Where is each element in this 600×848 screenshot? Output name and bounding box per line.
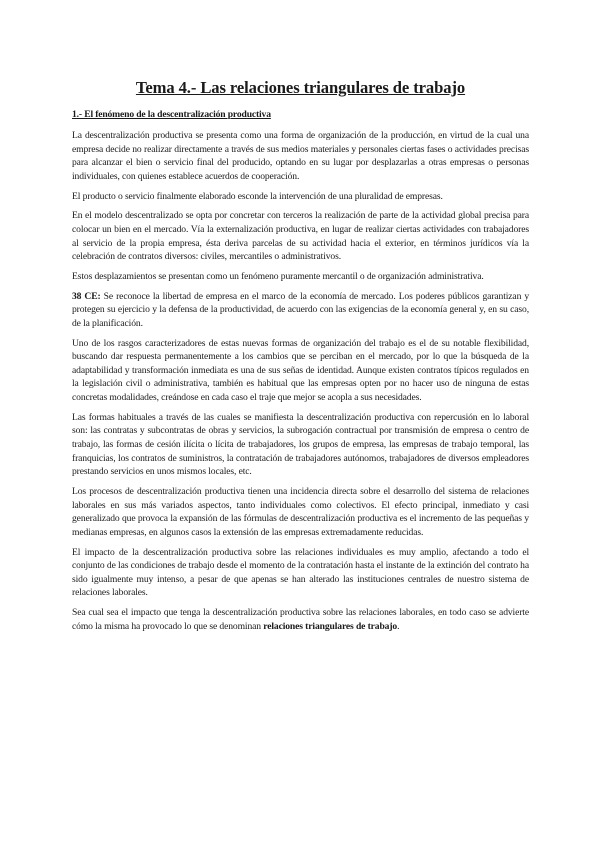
closing-paragraph — [72, 606, 529, 633]
section-heading: 1.- El fenómeno de la descentralización productiva — [72, 109, 271, 120]
key-term: relaciones triangulares de trabajo — [263, 620, 398, 632]
ce-article-text: Se reconoce la libertad de empresa en el marco de la economía de mercado. Los poderes públicos garantizan y protegen su ejercicio y la defensa de la productividad, de acuerdo con las exigencias de la economía general y, en su caso, de la planificación. — [72, 290, 529, 329]
ce-article-label: 38 CE: — [72, 290, 101, 302]
paragraph: Las formas habituales a través de las cuales se manifiesta la descentralización productiva con repercusión en lo laboral son: las contratas y subcontratas de obras y servicios, la subrogación contractual por transmisión de empresa o centro de trabajo, las formas de cesión ilícita o lícita de trabajadores, los grupos de empresa, las empresas de trabajo temporal, las franquicias, los contratos de suministros, la contratación de trabajadores autónomos, trabajadores de diversos empleadores prestando servicios en unos mismos locales, etc. — [72, 411, 529, 478]
closing-end: . — [397, 620, 400, 632]
paragraph: El impacto de la descentralización productiva sobre las relaciones individuales es muy amplio, afectando a todo el conjunto de las condiciones de trabajo desde el momento de la contratación hasta el instante de la extinción del contrato ha sido igualmente muy intenso, a pesar de que apenas se han alterado las instituciones centrales de nuestro sistema de relaciones laborales. — [72, 546, 529, 599]
paragraph: En el modelo descentralizado se opta por concretar con terceros la realización de parte de la actividad global precisa para colocar un bien en el mercado. Vía la externalización productiva, en lugar de realizar ciertas actividades con trabajadores al servicio de la propia empresa, ésta deriva parcelas de su actividad hacia el exterior, en términos jurídicos vía la celebración de contratos diversos: civiles, mercantiles o administrativos. — [72, 210, 529, 263]
paragraph: La descentralización productiva se presenta como una forma de organización de la producción, en virtud de la cual una empresa decide no realizar directamente a través de sus medios materiales y personales ciertas fases o actividades precisas para alcanzar el bien o servicio final del producido, optando en su lugar por desplazarlas a otras empresas o personas individuales, con quienes establece acuerdos de cooperación. — [72, 130, 529, 182]
closing-text: Sea cual sea el impacto que tenga la descentralización productiva sobre las relaciones laborales, en todo caso se advierte cómo la misma ha provocado lo que se denominan — [72, 607, 529, 632]
document-page — [72, 78, 529, 639]
paragraph: Estos desplazamientos se presentan como un fenómeno puramente mercantil o de organización administrativa. — [72, 270, 484, 282]
paragraph: Uno de los rasgos caracterizadores de estas nuevas formas de organización del trabajo es el de su notable flexibilidad, buscando dar respuesta permanentemente a los cambios que se perciban en el mercado, por lo que la búsqueda de la adaptabilidad y transformación inmediata es una de sus señas de identidad. Aunque existen contratos típicos regulados en la legislación civil o administrativa, también es habitual que las empresas opten por no hacer uso de ninguna de estas concretas modalidades, creándose en cada caso el traje que mejor se acopla a sus necesidades. — [72, 337, 529, 404]
constitution-paragraph — [72, 290, 529, 331]
paragraph: Los procesos de descentralización productiva tienen una incidencia directa sobre el desarrollo del sistema de relaciones laborales en sus más variados aspectos, tanto individuales como colectivos. El efecto principal, inmediato y casi generalizado que provoca la expansión de las fórmulas de descentralización productiva es el incremento de las pequeñas y medianas empresas, en algunos casos la extensión de las empresas extremadamente reducidas. — [72, 485, 529, 538]
document-title: Tema 4.- Las relaciones triangulares de trabajo — [135, 78, 466, 97]
paragraph: El producto o servicio finalmente elaborado esconde la intervención de una pluralidad de empresas. — [72, 190, 443, 202]
